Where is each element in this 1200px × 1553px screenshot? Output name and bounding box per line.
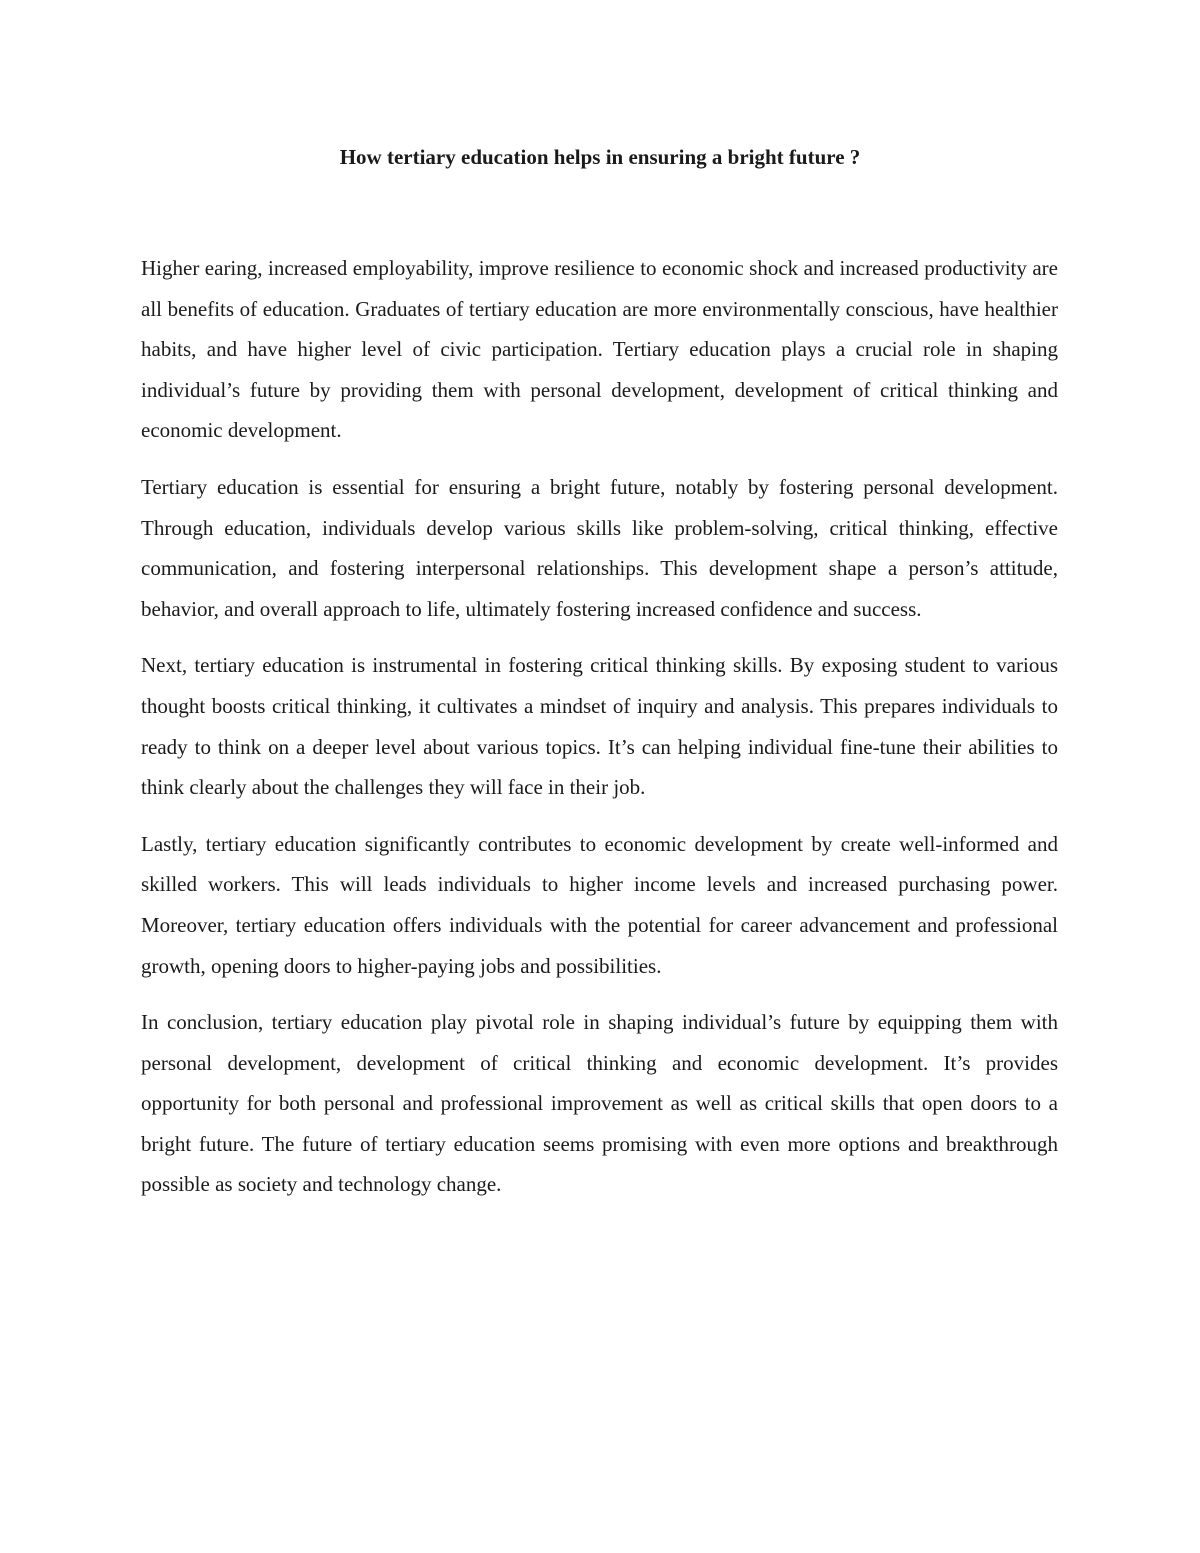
paragraph-critical-thinking: Next, tertiary education is instrumental in fostering critical thinking skills. By exposing student to various thought boosts critical thinking, it cultivates a mindset of inquiry and analysis. This prepares individuals to ready to think on a deeper level about various topics. It’s can helping individual fine-tune their abilities to think clearly about the challenges they will face in their job.	[141, 653, 1058, 800]
paragraph-personal-development: Tertiary education is essential for ensuring a bright future, notably by fostering personal development. Through education, individuals develop various skills like problem-solving, critical thinking, effective communication, and fostering interpersonal relationships. This development shape a person’s attitude, behavior, and overall approach to life, ultimately fostering increased confidence and success.	[141, 474, 1058, 621]
paragraph-conclusion: In conclusion, tertiary education play pivotal role in shaping individual’s future by equipping them with personal development, development of critical thinking and economic development. It’s provides opportunity for both personal and professional improvement as well as critical skills that open doors to a bright future. The future of tertiary education seems promising with even more options and breakthrough possible as society and technology change.	[141, 1010, 1058, 1197]
document-body	[141, 248, 1058, 1221]
paragraph-introduction: Higher earing, increased employability, improve resilience to economic shock and increased productivity are all benefits of education. Graduates of tertiary education are more environmentally conscious, have healthier habits, and have higher level of civic participation. Tertiary education plays a crucial role in shaping individual’s future by providing them with personal development, development of critical thinking and economic development.	[141, 256, 1058, 443]
document-title: How tertiary education helps in ensuring a bright future ?	[339, 145, 861, 169]
paragraph-economic-development: Lastly, tertiary education significantly contributes to economic development by create well-informed and skilled workers. This will leads individuals to higher income levels and increased purchasing power. Moreover, tertiary education offers individuals with the potential for career advancement and professional growth, opening doors to higher-paying jobs and possibilities.	[141, 831, 1058, 978]
